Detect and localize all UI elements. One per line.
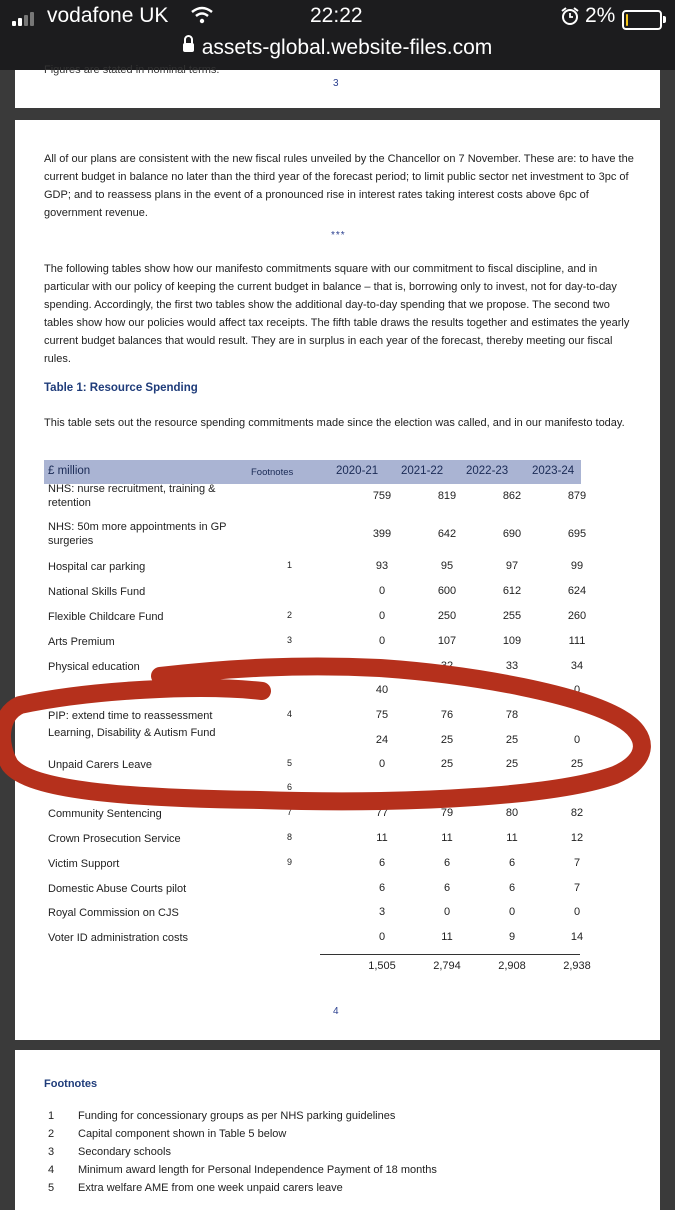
footnote-number: 2	[48, 1128, 55, 1140]
table-row	[44, 684, 584, 708]
value-cell: 3	[378, 906, 386, 918]
row-label: Crown Prosecution Service	[48, 833, 181, 845]
value-cell: 250	[437, 610, 457, 622]
value-cell: 34	[570, 660, 584, 672]
page-number: 3	[333, 78, 339, 89]
table-row	[44, 727, 584, 758]
footnote-item	[48, 1146, 171, 1158]
value-cell: 759	[372, 490, 392, 502]
value-cell: 11	[441, 832, 453, 844]
value-cell: 25	[570, 758, 584, 770]
footnote-text: Funding for concessionary groups as per NHS parking guidelines	[78, 1110, 396, 1122]
value-cell: 25	[440, 758, 454, 770]
value-cell: 93	[375, 560, 389, 572]
total-cell: 2,908	[498, 960, 526, 972]
value-cell: 80	[505, 807, 519, 819]
table-row	[44, 807, 584, 831]
table-title: Table 1: Resource Spending	[44, 382, 198, 394]
value-cell: 25	[440, 734, 454, 746]
row-label: NHS: 50m more appointments in GP surgeries	[48, 521, 227, 547]
url-text: assets-global.website-files.com	[201, 36, 493, 59]
value-cell: 6	[508, 882, 516, 894]
carrier-name: vodafone UK	[47, 4, 169, 27]
value-cell: 11	[441, 931, 453, 943]
value-cell: 0	[443, 906, 451, 918]
table-intro: This table sets out the resource spending commitments made since the election was called, and in our manifesto today.	[44, 417, 625, 429]
footnote-number: 4	[48, 1164, 55, 1176]
value-cell: 600	[437, 585, 457, 597]
page-number: 4	[333, 1006, 339, 1017]
row-label: Victim Support	[48, 858, 120, 870]
row-label: Hospital car parking	[48, 561, 146, 573]
table-row	[44, 832, 584, 856]
value-cell: 76	[440, 709, 454, 721]
value-cell: 690	[502, 528, 522, 540]
value-cell: 10	[570, 782, 584, 794]
total-cell: 1,505	[368, 960, 396, 972]
value-cell: 7	[573, 882, 581, 894]
value-cell: 99	[570, 560, 584, 572]
cut-off-text: Figures are stated in nominal terms.	[44, 64, 220, 76]
previous-page	[15, 64, 660, 108]
table-row	[44, 758, 584, 782]
table-total-row	[44, 960, 591, 984]
section-separator: ***	[331, 230, 346, 241]
row-footnote: 2	[287, 610, 293, 620]
footnote-item	[48, 1110, 395, 1122]
value-cell: 0	[508, 906, 516, 918]
status-bar	[0, 0, 675, 70]
row-label: Community Sentencing	[48, 808, 162, 820]
header-footnotes: Footnotes	[251, 467, 294, 478]
footnotes-title: Footnotes	[44, 1078, 98, 1090]
value-cell: 78	[505, 709, 519, 721]
row-label: PIP: extend time to reassessment	[48, 710, 213, 722]
value-cell: 109	[502, 635, 522, 647]
header-year: 2021-22	[401, 465, 444, 477]
value-cell: 6	[378, 857, 386, 869]
value-cell: 6	[443, 857, 451, 869]
paragraph-tables-intro: The following tables show how our manifesto commitments square with our commitment to fiscal discipline, and in particular with our policy of keeping the current budget in balance – that is, borrowing only to invest, not for day-to-day spending. Accordingly, the first two tables show the additional day-to-day spending that we propose. The second two tables show how our policies would affect tax receipts. The fifth table draws the results together and estimates the yearly current budget balances that would result. They are in surplus in each year of the forecast, thereby meeting our fiscal rules.	[44, 263, 630, 365]
row-footnote: 5	[287, 758, 293, 768]
header-year: 2020-21	[336, 465, 379, 477]
value-cell: 33	[505, 660, 519, 672]
value-cell: 612	[502, 585, 522, 597]
table-row	[44, 610, 587, 634]
value-cell: 25	[505, 758, 519, 770]
alarm-icon	[560, 6, 580, 32]
footnote-item	[48, 1128, 286, 1140]
value-cell: 0	[378, 931, 386, 943]
document-page	[15, 120, 660, 1040]
table-row	[44, 560, 584, 584]
footnote-text: Capital component shown in Table 5 below	[78, 1128, 287, 1140]
row-label: Physical education	[48, 661, 140, 673]
value-cell: 0	[573, 684, 581, 696]
wifi-icon	[190, 6, 214, 30]
value-cell: 40	[375, 684, 389, 696]
value-cell: 0	[378, 758, 386, 770]
value-cell: 82	[570, 807, 584, 819]
value-cell: 6	[508, 857, 516, 869]
table-row	[44, 931, 584, 955]
value-cell: 255	[502, 610, 522, 622]
header-units: £ million	[48, 465, 91, 477]
value-cell: 399	[372, 528, 392, 540]
value-cell: 0	[573, 734, 581, 746]
row-footnote: 4	[287, 709, 293, 719]
footnote-item	[48, 1182, 343, 1194]
footnote-text: Minimum award length for Personal Independence Payment of 18 months	[78, 1164, 437, 1176]
value-cell: 25	[505, 734, 519, 746]
value-cell: 11	[376, 832, 388, 844]
footnote-text: Secondary schools	[78, 1146, 171, 1158]
table-row	[44, 660, 584, 684]
battery-percent: 2%	[585, 4, 616, 27]
value-cell: 79	[440, 807, 454, 819]
footnote-number: 3	[48, 1146, 55, 1158]
table-row	[44, 483, 587, 514]
value-cell: 77	[375, 807, 389, 819]
total-cell: 2,938	[563, 960, 591, 972]
value-cell: 0	[378, 635, 386, 647]
value-cell: 32	[440, 660, 454, 672]
header-year: 2022-23	[466, 465, 509, 477]
footnote-text: Extra welfare AME from one week unpaid carers leave	[78, 1182, 343, 1194]
row-label: Learning, Disability & Autism Fund	[48, 727, 216, 739]
lock-icon	[183, 43, 194, 52]
row-label: Domestic Abuse Courts pilot	[48, 883, 187, 895]
value-cell: 6	[443, 882, 451, 894]
table-row	[44, 585, 587, 609]
row-footnote: 1	[287, 560, 293, 570]
table-row	[44, 882, 584, 906]
value-cell: 12	[570, 832, 584, 844]
row-label: NHS: nurse recruitment, training & retention	[48, 483, 216, 509]
row-footnote: 3	[287, 635, 293, 645]
table-row	[44, 857, 584, 881]
value-cell: 879	[567, 490, 587, 502]
row-footnote: 8	[287, 832, 293, 842]
value-cell: 862	[502, 490, 522, 502]
value-cell: 260	[567, 610, 587, 622]
total-rule	[320, 954, 580, 955]
value-cell: 624	[567, 585, 587, 597]
footnote-item	[48, 1164, 437, 1176]
value-cell: 9	[508, 931, 516, 943]
address-bar[interactable]	[0, 36, 675, 60]
table-row	[44, 906, 584, 930]
signal-icon	[12, 12, 34, 26]
footnotes-page	[15, 1050, 660, 1210]
row-label: Neonatal Leave	[48, 783, 126, 795]
battery-icon	[622, 10, 662, 30]
value-cell: 6	[378, 882, 386, 894]
value-cell: 695	[567, 528, 587, 540]
value-cell: 111	[568, 635, 586, 647]
clock: 22:22	[310, 4, 363, 27]
value-cell: 14	[570, 931, 584, 943]
value-cell: 0	[378, 610, 386, 622]
row-label: Flexible Childcare Fund	[48, 611, 164, 623]
row-footnote: 9	[287, 857, 293, 867]
value-cell: 819	[437, 490, 457, 502]
table-header	[44, 460, 581, 484]
value-cell: 107	[437, 635, 457, 647]
value-cell: 24	[375, 734, 389, 746]
row-label: Arts Premium	[48, 636, 115, 648]
value-cell: 642	[437, 528, 457, 540]
footnote-number: 5	[48, 1182, 55, 1194]
table-row	[44, 521, 587, 552]
value-cell: 7	[573, 857, 581, 869]
value-cell: 0	[573, 906, 581, 918]
value-cell: 0	[378, 585, 386, 597]
header-year: 2023-24	[532, 465, 575, 477]
value-cell: 97	[505, 560, 519, 572]
row-footnote: 6	[287, 782, 293, 792]
row-footnote: 7	[287, 807, 293, 817]
value-cell: 11	[506, 832, 518, 844]
paragraph-fiscal-rules: All of our plans are consistent with the new fiscal rules unveiled by the Chancellor on 7 November. These are: to have the current budget in balance no later than the third year of the forecast period; to limit public sector net investment to 3pc of GDP; and to reassess plans in the event of a pronounced rise in interest rates taking interest costs above 6pc of government revenue.	[44, 153, 634, 219]
value-cell: 95	[440, 560, 454, 572]
value-cell: 75	[375, 709, 389, 721]
table-row	[44, 635, 584, 659]
row-label: Unpaid Carers Leave	[48, 759, 152, 771]
table-row	[44, 782, 584, 806]
row-label: Royal Commission on CJS	[48, 907, 179, 919]
total-cell: 2,794	[433, 960, 461, 972]
row-label: Voter ID administration costs	[48, 932, 189, 944]
footnote-number: 1	[48, 1110, 55, 1122]
row-label: National Skills Fund	[48, 586, 146, 598]
